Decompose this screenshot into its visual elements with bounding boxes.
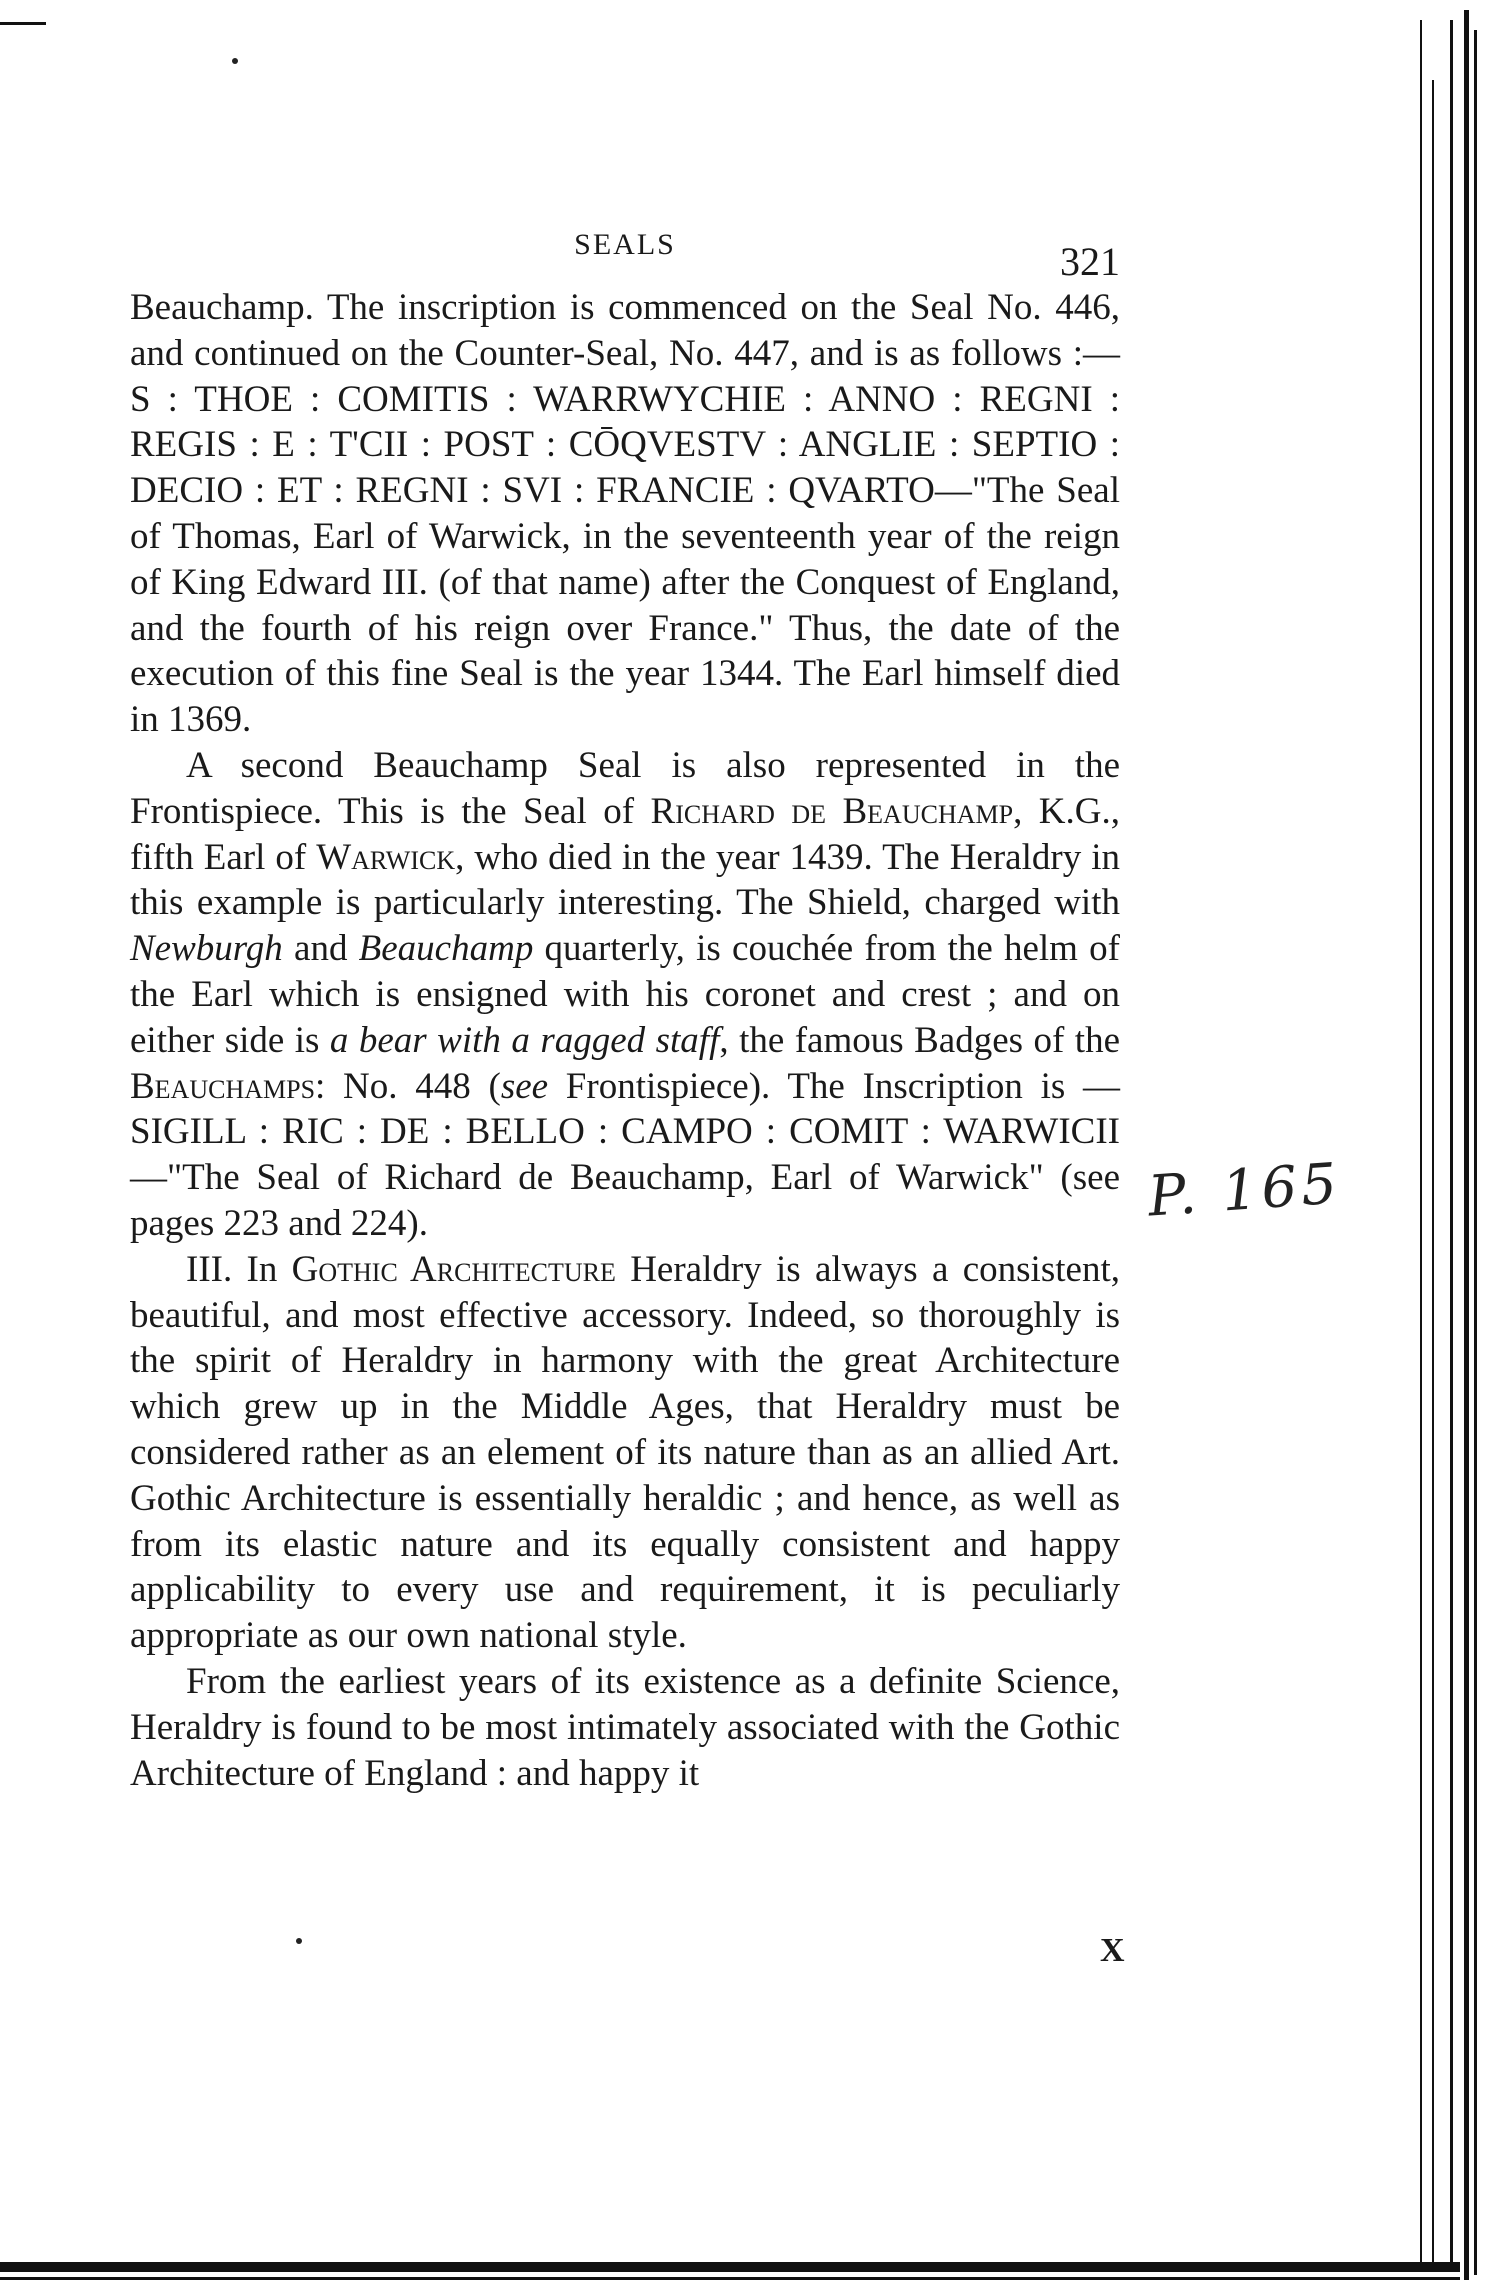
paragraph: III. In Gothic Architecture Heraldry is always a consistent, beautiful, and most effective accessory. Indeed, so thoroughly is the spirit of Heraldry in harmony with the great Architecture which grew up in the Middle Ages, that Heraldry must be considered rather as an element of its nature than as an allied Art. Gothic Architecture is essentially heraldic ; and hence, as well as from its elastic nature and its equally consistent and happy applicability to every use and requirement, it is peculiarly appropriate as our own national style. (130, 1248, 1120, 1657)
running-title: SEALS (574, 228, 676, 261)
scan-bottom-rule (0, 2262, 1460, 2272)
body-text (130, 285, 1120, 1796)
paragraph: Beauchamp. The inscription is commenced on the Seal No. 446, and continued on the Counter-Seal, No. 447, and is as follows :—S : THOE : COMITIS : WARRWYCHIE : ANNO : REGNI : REGIS : E : T'CII : POST : CŌQVESTV : ANGLIE : SEPTIO : DECIO : ET : REGNI : SVI : FRANCIE : QVARTO—"The Seal of Thomas, Earl of Warwick, in the seventeenth year of the reign of King Edward III. (of that name) after the Conquest of England, and the fourth of his reign over France." Thus, the date of the execution of this fine Seal is the year 1344. The Earl himself died in 1369. (130, 287, 1120, 741)
scan-binding-line (1420, 20, 1422, 2265)
scan-binding-line (1432, 80, 1434, 2265)
scan-binding-line (1474, 30, 1477, 2275)
signature-mark: X (1100, 1932, 1125, 1969)
margin-note-handwritten: P. 165 (1145, 1151, 1343, 1230)
page-header (130, 228, 1120, 284)
scan-binding-line (1464, 10, 1469, 2280)
scan-speck (296, 1938, 302, 1944)
paragraph: From the earliest years of its existence as a definite Science, Heraldry is found to be most intimately associated with the Gothic Architecture of England : and happy it (130, 1660, 1120, 1794)
scan-binding-line (1450, 20, 1453, 2265)
page-number: 321 (1060, 239, 1120, 284)
scan-speck (232, 58, 238, 64)
scan-bottom-rule (0, 2277, 1460, 2280)
paragraph: A second Beauchamp Seal is also represented in the Frontispiece. This is the Seal of Richard de Beauchamp, K.G., fifth Earl of Warwick, who died in the year 1439. The Heraldry in this example is particularly interesting. The Shield, charged with Newburgh and Beauchamp quarterly, is couchée from the helm of the Earl which is ensigned with his coronet and crest ; and on either side is a bear with a ragged staff, the famous Badges of the Beauchamps: No. 448 (see Frontispiece). The Inscription is —SIGILL : RIC : DE : BELLO : CAMPO : COMIT : WARWICII—"The Seal of Richard de Beauchamp, Earl of Warwick" (see pages 223 and 224). (130, 744, 1121, 1244)
scan-edge-mark-top (0, 22, 46, 25)
